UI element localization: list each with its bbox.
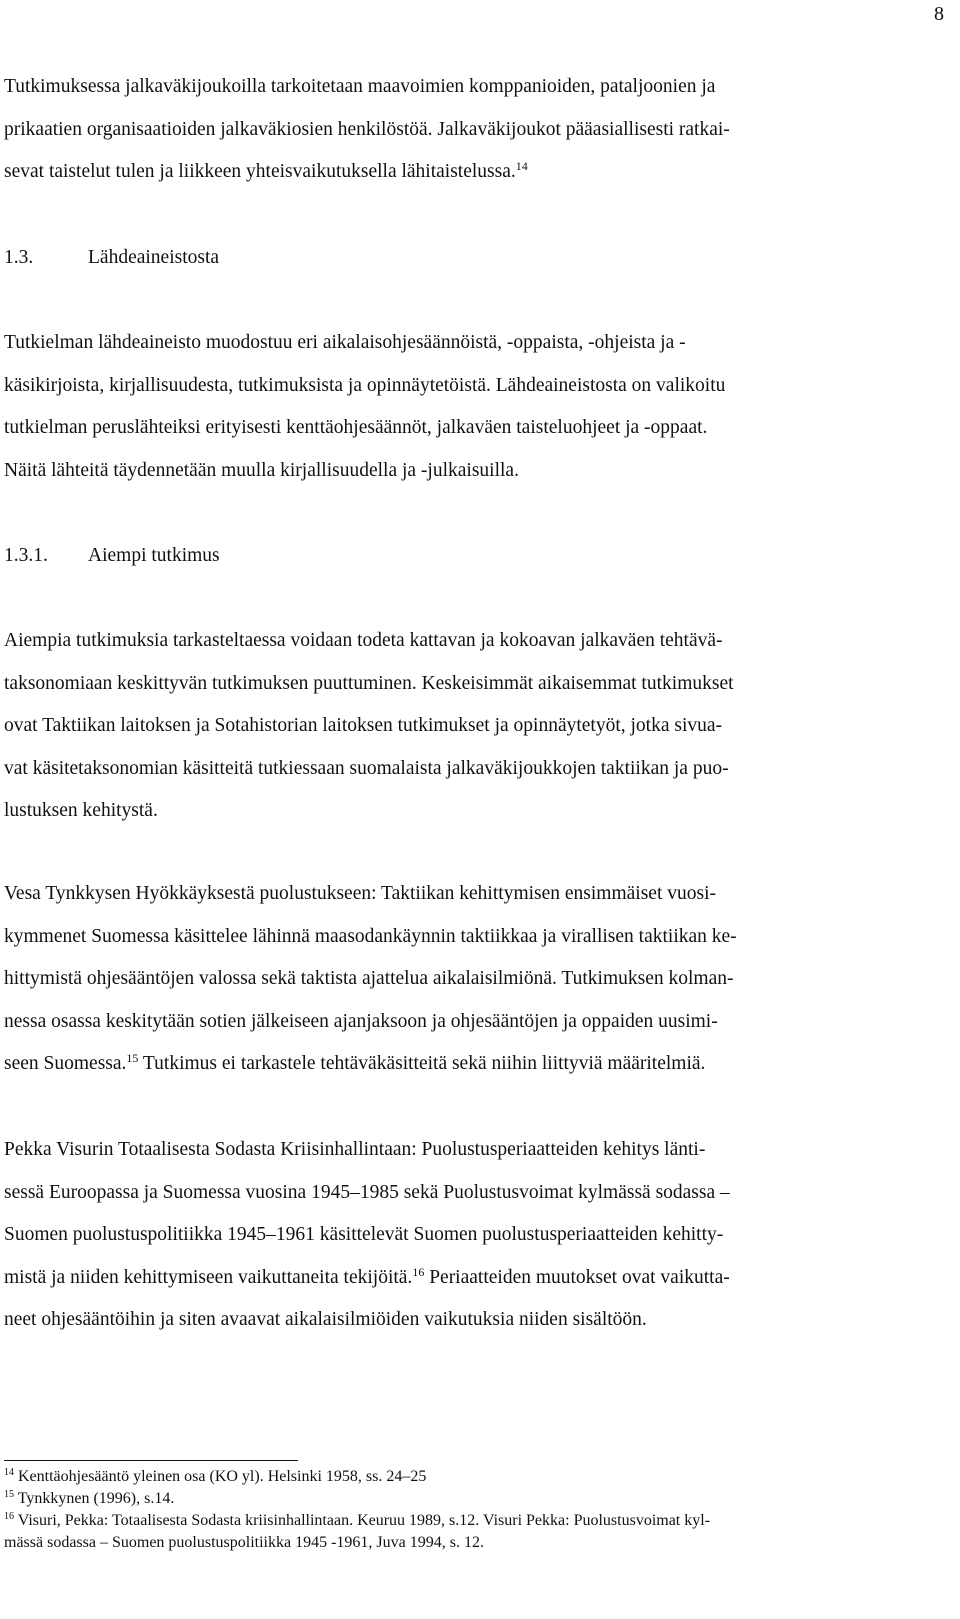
text-line: tutkielman peruslähteiksi erityisesti kenttäohjesäännöt, jalkaväen taisteluohjeet ja -oppaat. bbox=[4, 417, 708, 438]
text-span: mistä ja niiden kehittymiseen vaikuttaneita tekijöitä. bbox=[4, 1266, 413, 1288]
text-line bbox=[4, 1257, 919, 1300]
text-line: kymmenet Suomessa käsittelee lähinnä maasodankäynnin taktiikkaa ja virallisen taktiikan ke- bbox=[4, 925, 737, 947]
text-line: Vesa Tynkkysen Hyökkäyksestä puolustukseen: Taktiikan kehittymisen ensimmäiset vuosi- bbox=[4, 883, 716, 904]
intro-paragraph bbox=[4, 66, 919, 194]
section-title: Lähdeaineistosta bbox=[88, 247, 220, 268]
text-line: Pekka Visurin Totaalisesta Sodasta Kriisinhallintaan: Puolustusperiaatteiden kehitys länti- bbox=[4, 1139, 706, 1160]
text-line: ovat Taktiikan laitoksen ja Sotahistorian laitoksen tutkimukset ja opinnäytetyöt, jotka sivua- bbox=[4, 715, 723, 736]
footnote-text: Visuri, Pekka: Totaalisesta Sodasta kriisinhallintaan. Keuruu 1989, s.12. Visuri Pekka: Puolustusvoimat kyl- bbox=[17, 1512, 711, 1529]
footnote-number: 14 bbox=[4, 1467, 14, 1478]
text-span: seen Suomessa. bbox=[4, 1053, 127, 1074]
section-number: 1.3. bbox=[4, 247, 34, 268]
footnote-16-cont: mässä sodassa – Suomen puolustuspolitiikka 1945 -1961, Juva 1994, s. 12. bbox=[4, 1534, 484, 1551]
text-line: prikaatien organisaatioiden jalkaväkiosien henkilöstöä. Jalkaväkijoukot pääasiallisesti ratkai- bbox=[4, 118, 730, 140]
text-line bbox=[4, 1043, 919, 1086]
text-line: Aiempia tutkimuksia tarkasteltaessa voidaan todeta kattavan ja kokoavan jalkaväen tehtävä- bbox=[4, 630, 723, 651]
footnote-16 bbox=[4, 1510, 919, 1532]
section-number: 1.3.1. bbox=[4, 545, 48, 566]
text-span: Periaatteiden muutokset ovat vaikutta- bbox=[424, 1266, 730, 1288]
text-span: Tutkimus ei tarkastele tehtäväkäsitteitä sekä niihin liittyviä määritelmiä. bbox=[138, 1053, 706, 1074]
sources-paragraph bbox=[4, 322, 919, 492]
text-line: taksonomiaan keskittyvän tutkimuksen puuttuminen. Keskeisimmät aikaisemmat tutkimukset bbox=[4, 672, 734, 694]
text-line: lustuksen kehitystä. bbox=[4, 800, 158, 821]
footnote-number: 16 bbox=[4, 1511, 14, 1522]
text-line: vat käsitetaksonomian käsitteitä tutkiessaan suomalaista jalkaväkijoukkojen taktiikan ja puo- bbox=[4, 757, 729, 779]
footnote-ref-14: 14 bbox=[515, 159, 528, 173]
text-line: Tutkielman lähdeaineisto muodostuu eri aikalaisohjesäännöistä, -oppaista, -ohjeista ja - bbox=[4, 332, 686, 353]
text-line: Suomen puolustuspolitiikka 1945–1961 käsittelevät Suomen puolustusperiaatteiden kehitty- bbox=[4, 1224, 724, 1245]
footnote-number: 15 bbox=[4, 1489, 14, 1500]
footnote-divider bbox=[4, 1460, 298, 1461]
text-line: käsikirjoista, kirjallisuudesta, tutkimuksista ja opinnäytetöistä. Lähdeaineistosta on valikoitu bbox=[4, 374, 726, 396]
footnote-14 bbox=[4, 1466, 919, 1488]
section-heading-1-3-1 bbox=[4, 544, 220, 568]
footnote-ref-16: 16 bbox=[412, 1264, 425, 1279]
tynkkynen-paragraph bbox=[4, 873, 919, 1086]
section-title: Aiempi tutkimus bbox=[88, 545, 220, 566]
text-line: nessa osassa keskitytään sotien jälkeiseen ajanjaksoon ja ohjesääntöjen ja oppaiden uusimi- bbox=[4, 1010, 718, 1032]
footnote-ref-15: 15 bbox=[126, 1051, 139, 1065]
footnote-15 bbox=[4, 1488, 919, 1510]
section-heading-1-3 bbox=[4, 246, 219, 270]
text-line: Tutkimuksessa jalkaväkijoukoilla tarkoitetaan maavoimien komppanioiden, pataljoonien ja bbox=[4, 76, 716, 97]
text-line bbox=[4, 151, 919, 194]
text-line: Näitä lähteitä täydennetään muulla kirjallisuudella ja -julkaisuilla. bbox=[4, 459, 519, 481]
text-span: sevat taistelut tulen ja liikkeen yhteisvaikutuksella lähitaistelussa. bbox=[4, 161, 516, 182]
footnote-text: Kenttäohjesääntö yleinen osa (KO yl). Helsinki 1958, ss. 24–25 bbox=[18, 1468, 427, 1485]
text-line: hittymistä ohjesääntöjen valossa sekä taktista ajattelua aikalaisilmiönä. Tutkimuksen kolman- bbox=[4, 968, 734, 989]
visuri-paragraph bbox=[4, 1129, 919, 1342]
text-line: sessä Euroopassa ja Suomessa vuosina 1945–1985 sekä Puolustusvoimat kylmässä sodassa – bbox=[4, 1181, 730, 1203]
page-number: 8 bbox=[934, 3, 944, 25]
earlier-research-paragraph bbox=[4, 620, 919, 833]
footnote-text: Tynkkynen (1996), s.14. bbox=[17, 1490, 175, 1507]
text-line: neet ohjesääntöihin ja siten avaavat aikalaisilmiöiden vaikutuksia niiden sisältöön. bbox=[4, 1309, 647, 1330]
footnotes bbox=[4, 1466, 919, 1554]
